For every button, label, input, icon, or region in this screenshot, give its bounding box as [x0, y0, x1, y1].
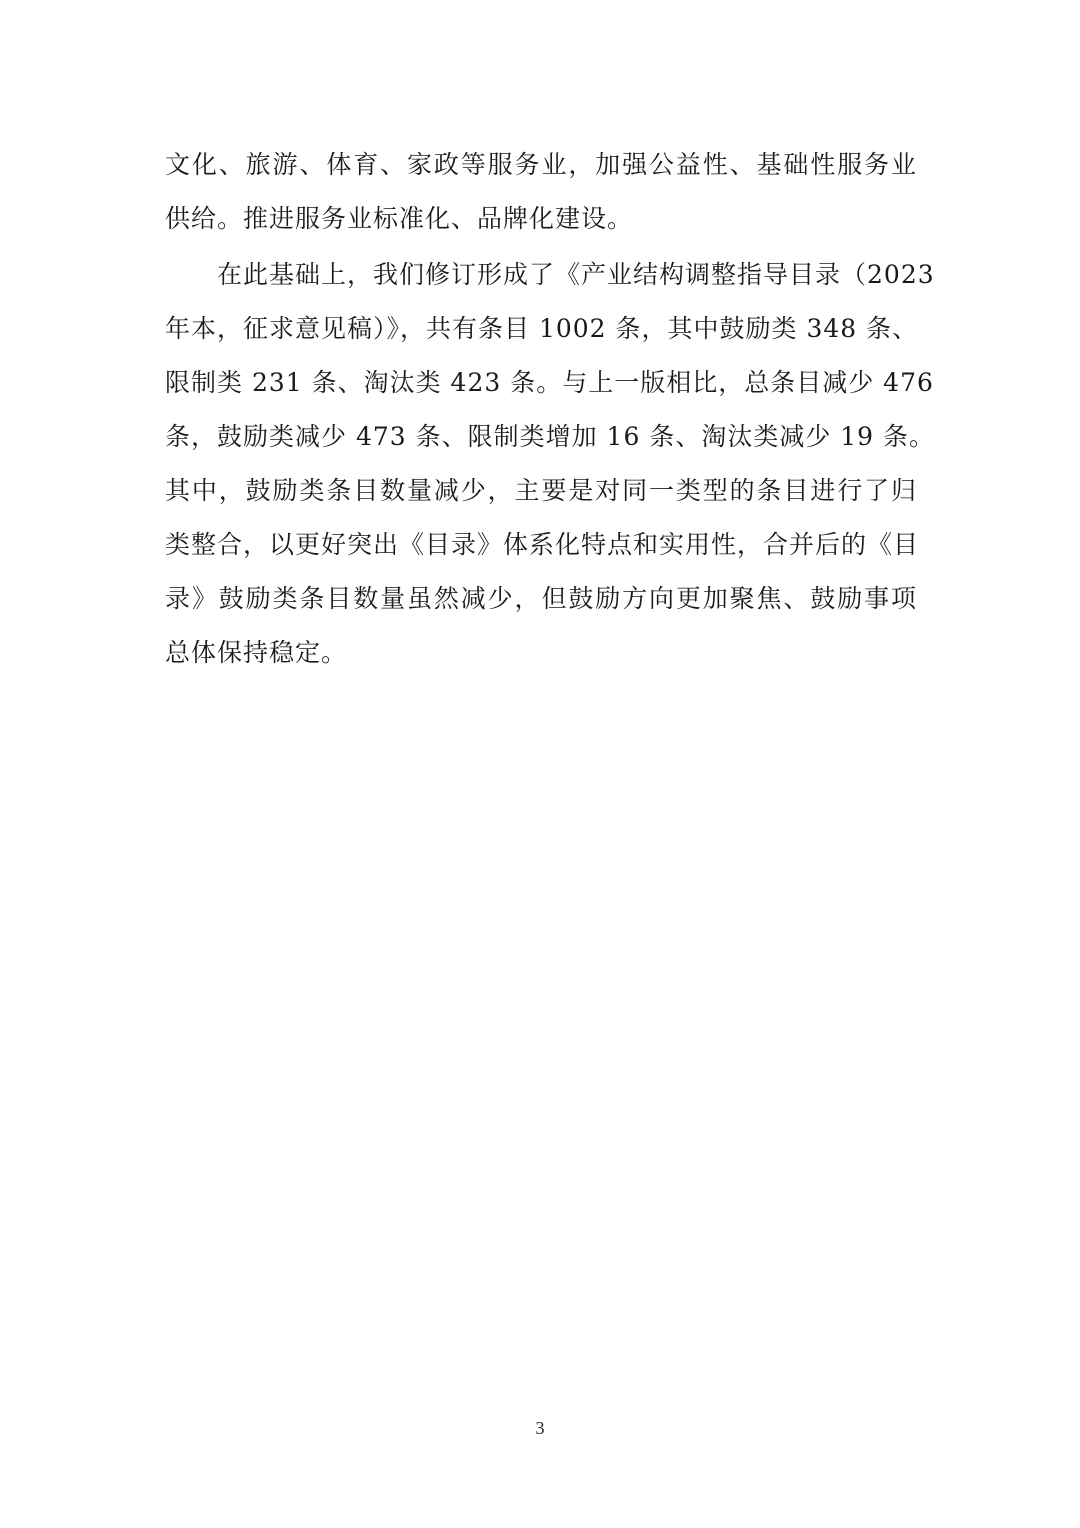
text-line: 供给。推进服务业标准化、品牌化建设。	[165, 204, 634, 233]
body-text	[165, 138, 936, 680]
paragraph-2	[165, 248, 936, 680]
text-line: 年本，征求意见稿）》，共有条目 1002 条，其中鼓励类 348 条、	[165, 314, 919, 343]
paragraph-1	[165, 138, 917, 246]
text-line: 条，鼓励类减少 473 条、限制类增加 16 条、淘汰类减少 19 条。	[165, 422, 936, 451]
text-line: 录》鼓励类条目数量虽然减少，但鼓励方向更加聚焦、鼓励事项	[165, 584, 917, 613]
text-line: 其中，鼓励类条目数量减少，主要是对同一类型的条目进行了归	[165, 476, 917, 505]
text-line: 限制类 231 条、淘汰类 423 条。与上一版相比，总条目减少 476	[165, 368, 934, 397]
text-line: 在此基础上，我们修订形成了《产业结构调整指导目录（2023	[165, 260, 935, 289]
text-line: 类整合，以更好突出《目录》体系化特点和实用性，合并后的《目	[165, 530, 920, 559]
text-line: 文化、旅游、体育、家政等服务业，加强公益性、基础性服务业	[165, 150, 917, 179]
page-number: 3	[535, 1418, 545, 1438]
text-line: 总体保持稳定。	[165, 638, 348, 667]
